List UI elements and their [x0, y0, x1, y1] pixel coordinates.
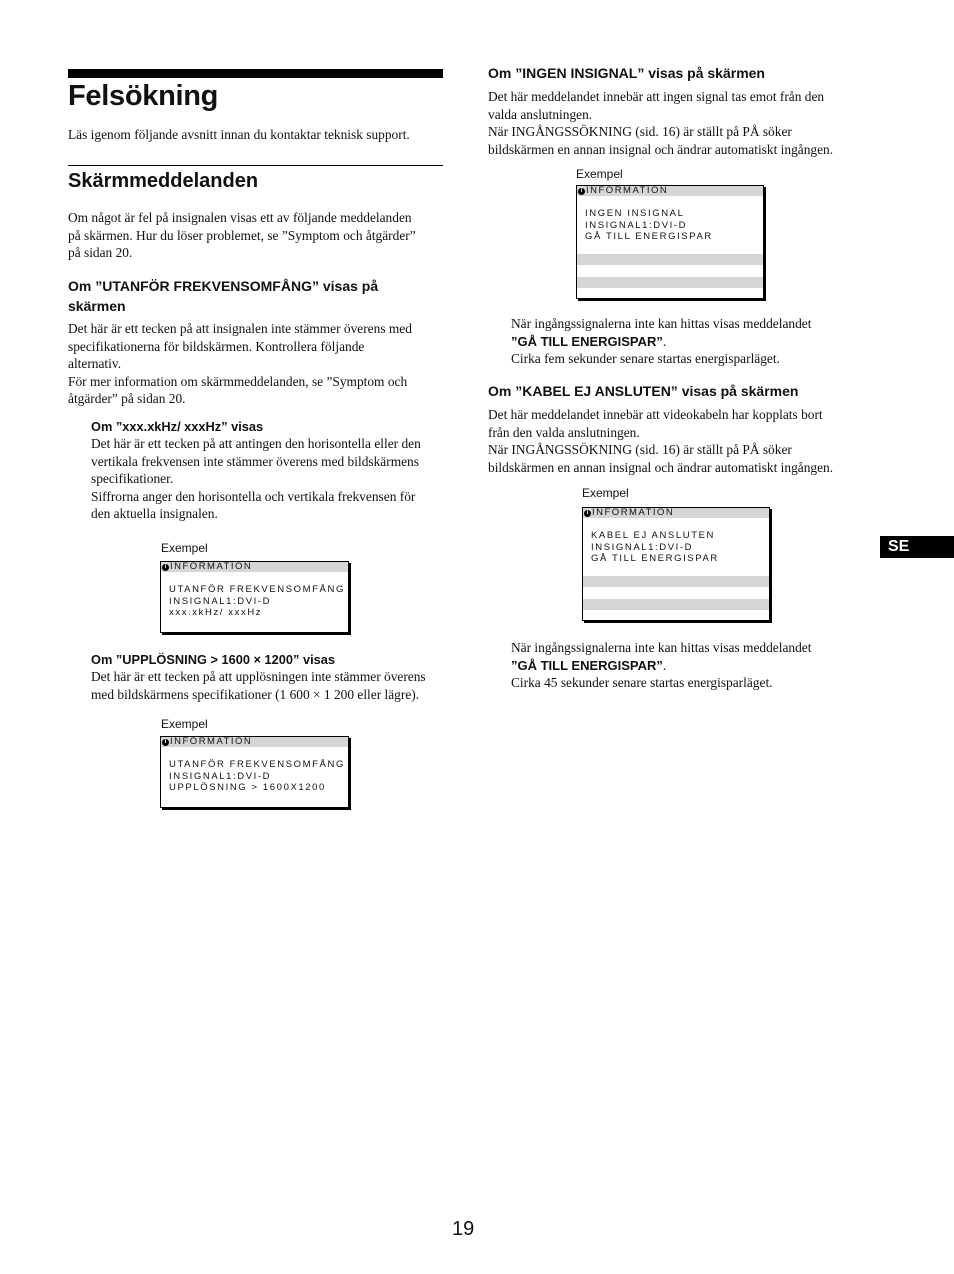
title-bar	[68, 69, 443, 78]
cable-heading: Om ”KABEL EJ ANSLUTEN” visas på skärmen	[488, 383, 799, 399]
resolution-subheading: Om ”UPPLÖSNING > 1600 × 1200” visas	[91, 652, 335, 667]
osd-line: INSIGNAL1:DVI-D	[169, 770, 272, 782]
no-signal-body: Det här meddelandet innebär att ingen signal tas emot från den valda anslutningen. När INGÅNGSSÖKNING (sid. 16) är ställt på PÅ söker bildskärmen en annan insignal och ändrar automatiskt ingången.	[488, 89, 834, 157]
info-icon: i	[162, 564, 169, 571]
osd-header: i INFORMATION	[161, 562, 348, 572]
cable-after: När ingångssignalerna inte kan hittas visas meddelandet ”GÅ TILL ENERGISPAR”. Cirka 45 sekunder senare startas energisparläget.	[511, 640, 812, 691]
no-signal-after: När ingångssignalerna inte kan hittas visas meddelandet ”GÅ TILL ENERGISPAR”. Cirka fem sekunder senare startas energisparläget.	[511, 316, 812, 367]
freq-subheading: Om ”xxx.xkHz/ xxxHz” visas	[91, 419, 264, 434]
osd-line: INSIGNAL1:DVI-D	[591, 541, 694, 553]
osd-line: UPPLÖSNING > 1600X1200	[169, 782, 326, 793]
osd-line: UTANFÖR FREKVENSOMFÅNG	[169, 584, 345, 595]
example-label: Exempel	[161, 717, 208, 731]
energy-save-label: ”GÅ TILL ENERGISPAR”	[511, 657, 663, 673]
osd-line: INSIGNAL1:DVI-D	[169, 595, 272, 607]
no-signal-heading: Om ”INGEN INSIGNAL” visas på skärmen	[488, 65, 765, 81]
osd-line: UTANFÖR FREKVENSOMFÅNG	[169, 759, 345, 770]
intro-text: Läs igenom följande avsnitt innan du kontaktar teknisk support.	[68, 127, 410, 142]
osd-example-cable	[582, 507, 770, 621]
info-icon: i	[162, 739, 169, 746]
page-title: Felsökning	[68, 80, 219, 112]
example-label: Exempel	[161, 541, 208, 555]
page-number: 19	[452, 1218, 475, 1240]
osd-band	[583, 599, 769, 610]
section-rule	[68, 165, 443, 166]
freq-body: Det här är ett tecken på att antingen den horisontella eller den vertikala frekvensen inte stämmer överens med bildskärmens specifikationer. Siffrorna anger den horisontella och vertikala frekvensen för den aktuella insignalen.	[91, 436, 421, 522]
osd-header: i INFORMATION	[577, 186, 763, 196]
section-intro: Om något är fel på insignalen visas ett av följande meddelanden på skärmen. Hur du löser problemet, se ”Symptom och åtgärder” på sidan 20.	[68, 210, 416, 261]
cable-body: Det här meddelandet innebär att videokabeln har kopplats bort från den valda anslutningen. När INGÅNGSSÖKNING (sid. 16) är ställt på PÅ söker bildskärmen en annan insignal och ändrar automatiskt ingången.	[488, 407, 834, 475]
out-of-range-body: Det här är ett tecken på att insignalen inte stämmer överens med specifikationerna för bildskärmen. Kontrollera följande alternativ. För mer information om skärmmeddelanden, se ”Symptom och åtgärder” på sidan 20.	[68, 321, 412, 407]
osd-example-resolution	[160, 736, 349, 808]
osd-line: GÅ TILL ENERGISPAR	[585, 231, 713, 242]
osd-example-no-signal	[576, 185, 764, 299]
osd-header: i INFORMATION	[583, 508, 769, 518]
osd-band	[583, 576, 769, 587]
out-of-range-heading: Om ”UTANFÖR FREKVENSOMFÅNG” visas på skärmen	[68, 278, 379, 314]
osd-line: INGEN INSIGNAL	[585, 208, 685, 219]
osd-line: GÅ TILL ENERGISPAR	[591, 553, 719, 564]
osd-band	[577, 254, 763, 265]
osd-header: i INFORMATION	[161, 737, 348, 747]
osd-example-frequency	[160, 561, 349, 633]
example-label: Exempel	[576, 167, 623, 181]
osd-band	[577, 277, 763, 288]
info-icon: i	[584, 510, 591, 517]
osd-line: xxx.xkHz/ xxxHz	[169, 607, 263, 618]
info-icon: i	[578, 188, 585, 195]
resolution-body: Det här är ett tecken på att upplösningen inte stämmer överens med bildskärmens specifikationer (1 600 × 1 200 eller lägre).	[91, 669, 426, 702]
osd-line: KABEL EJ ANSLUTEN	[591, 530, 715, 541]
section-title: Skärmmeddelanden	[68, 170, 259, 192]
energy-save-label: ”GÅ TILL ENERGISPAR”	[511, 333, 663, 349]
example-label: Exempel	[582, 486, 629, 500]
language-tab: SE	[880, 536, 954, 558]
osd-line: INSIGNAL1:DVI-D	[585, 219, 688, 231]
